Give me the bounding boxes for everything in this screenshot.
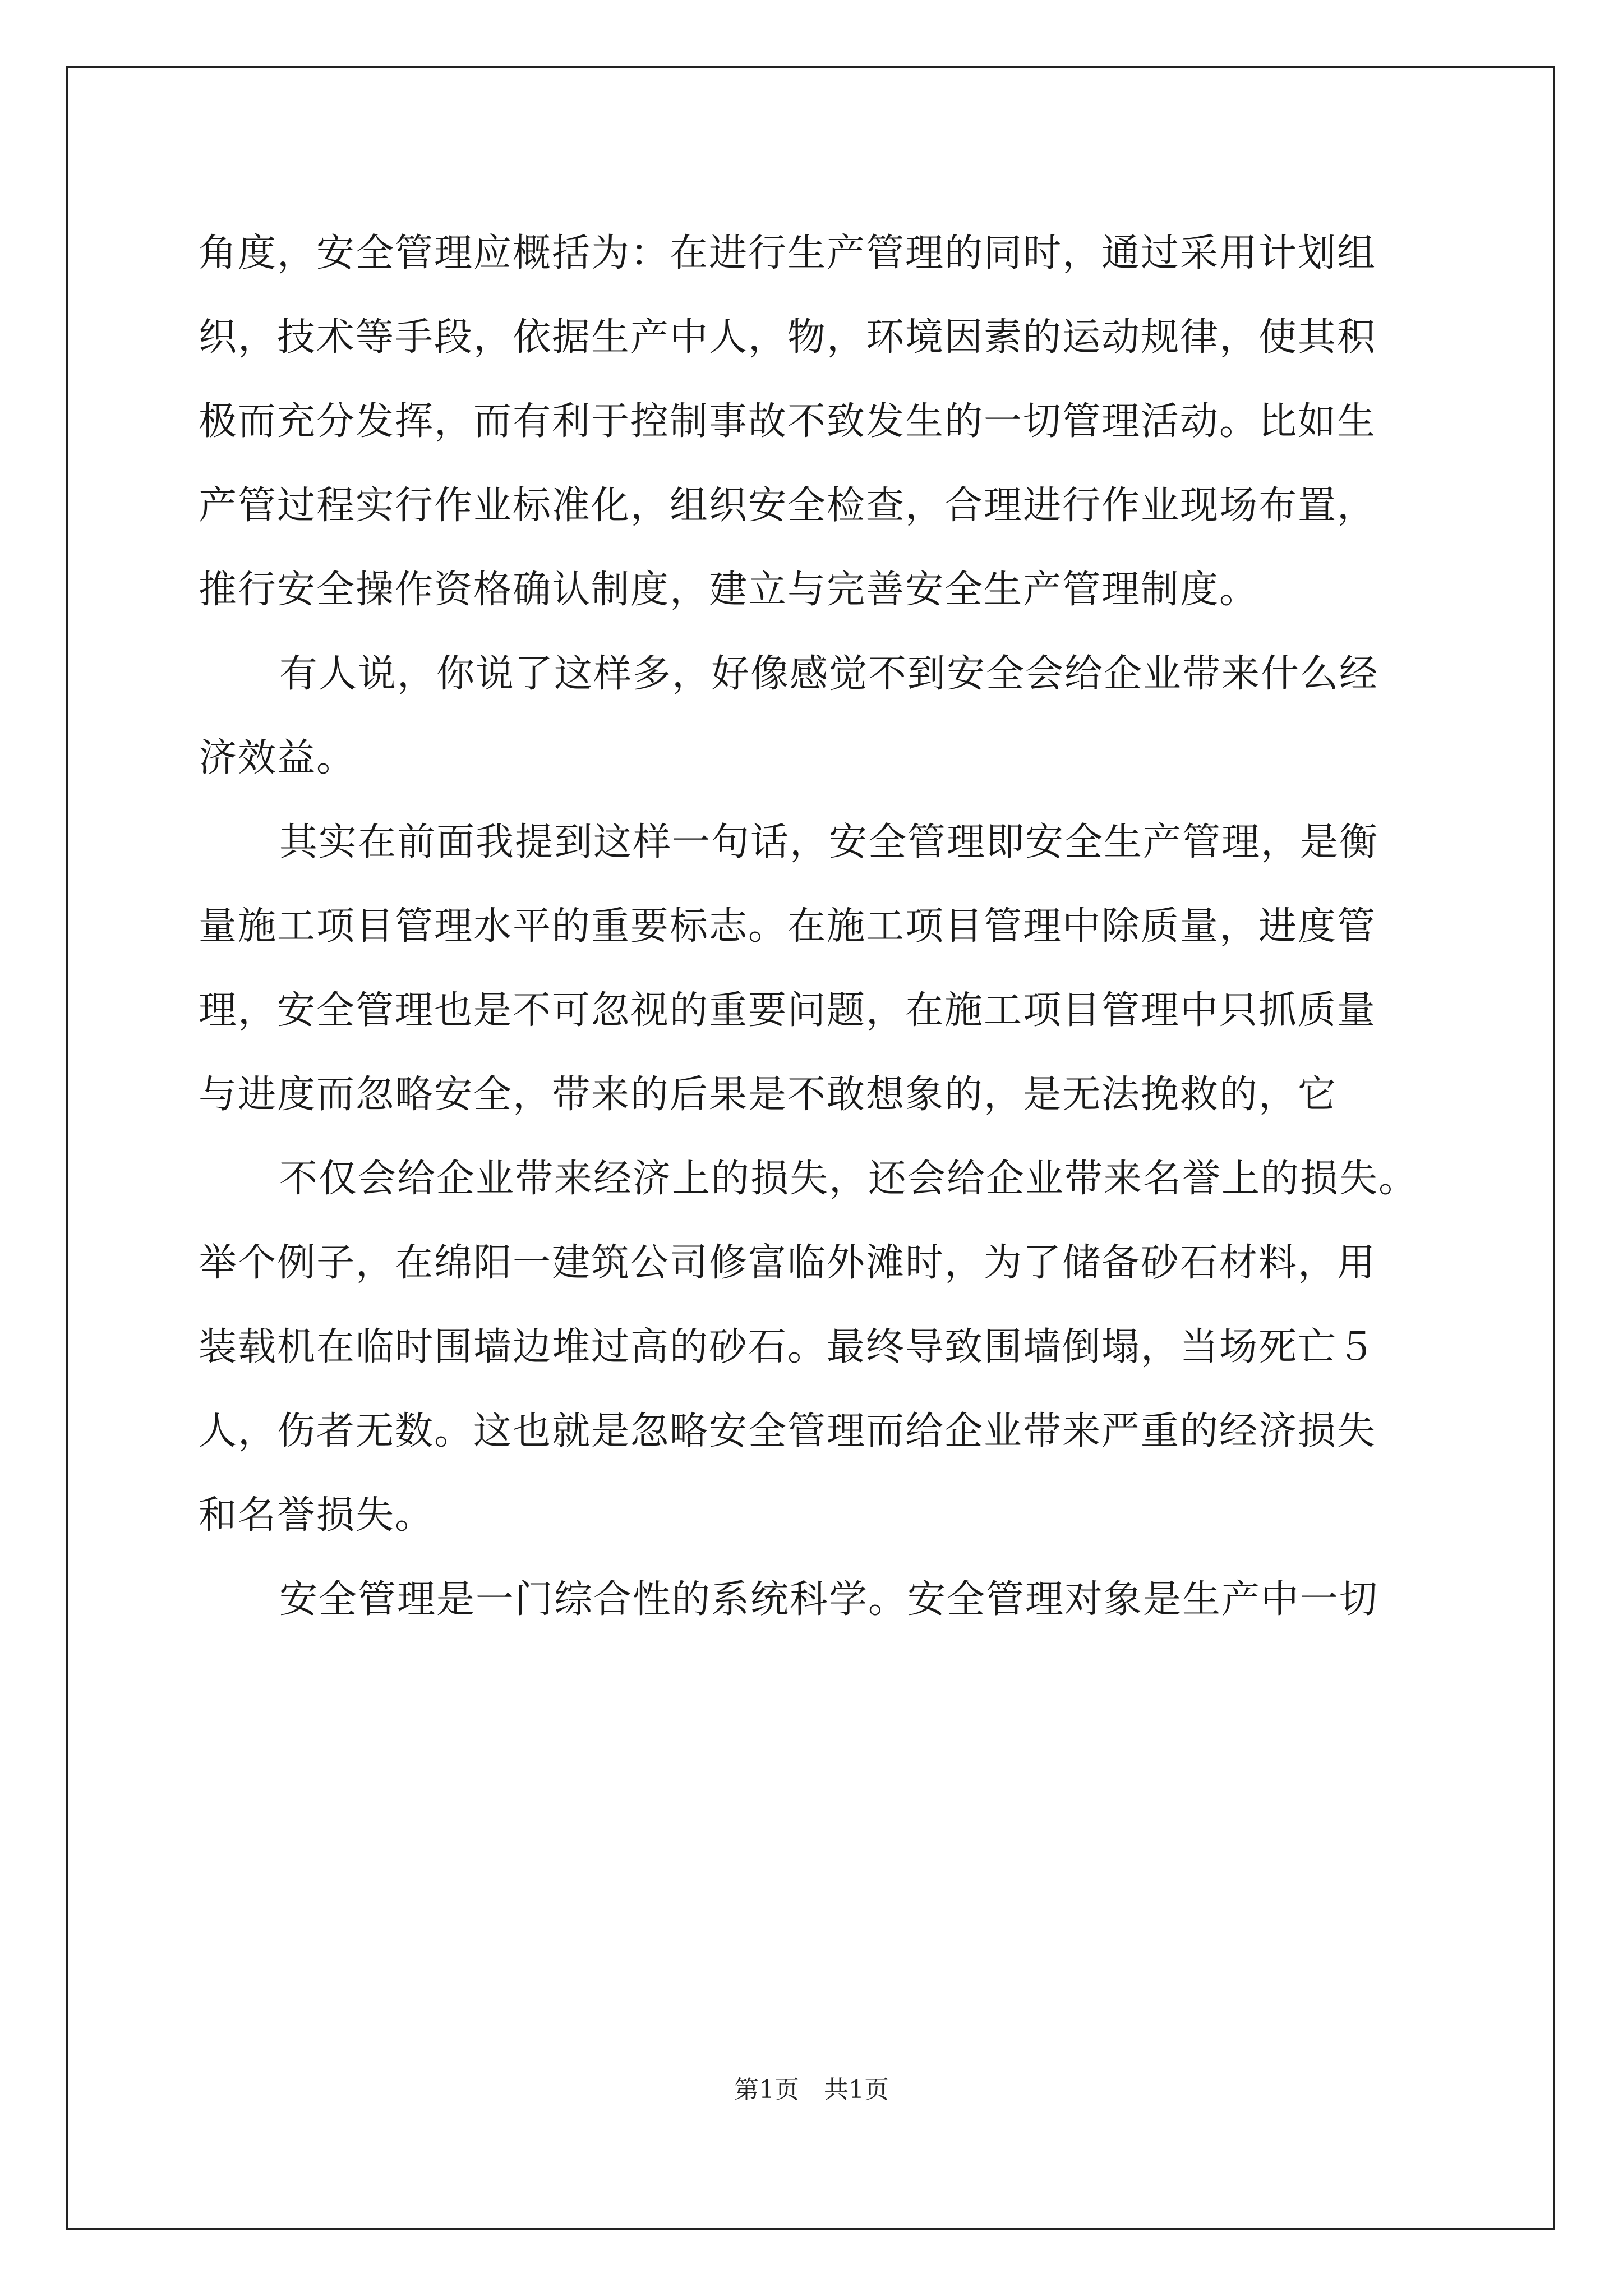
paragraph-first-line: 有人说，你说了这样多，好像感觉不到安全会给企业带来什么经 [279, 652, 1379, 696]
text-line: 理，安全管理也是不可忽视的重要问题，在施工项目管理中只抓质量 [199, 988, 1377, 1033]
page-number: 第1页 共1页 [734, 2076, 889, 2104]
text-line: 织，技术等手段，依据生产中人，物，环境因素的运动规律，使其积 [199, 315, 1377, 360]
text-line: 和名誉损失。 [199, 1493, 435, 1538]
text-line: 济效益。 [199, 736, 356, 780]
text-line: 角度，安全管理应概括为：在进行生产管理的同时，通过采用计划组 [199, 231, 1377, 275]
page-border [66, 66, 1555, 2230]
text-line: 装载机在临时围墙边堆过高的砂石。最终导致围墙倒塌，当场死亡５ [199, 1325, 1377, 1369]
paragraph-first-line: 安全管理是一门综合性的系统科学。安全管理对象是生产中一切 [279, 1577, 1379, 1622]
text-line: 量施工项目管理水平的重要标志。在施工项目管理中除质量，进度管 [199, 904, 1377, 949]
paragraph-first-line: 其实在前面我提到这样一句话，安全管理即安全生产管理，是衡 [279, 820, 1379, 864]
text-line: 举个例子，在绵阳一建筑公司修富临外滩时，为了储备砂石材料，用 [199, 1241, 1377, 1285]
text-line: 推行安全操作资格确认制度，建立与完善安全生产管理制度。 [199, 568, 1259, 612]
paragraph-first-line: 不仅会给企业带来经济上的损失，还会给企业带来名誉上的损失。 [279, 1157, 1418, 1201]
text-line: 极而充分发挥，而有利于控制事故不致发生的一切管理活动。比如生 [199, 399, 1377, 444]
text-line: 人，伤者无数。这也就是忽略安全管理而给企业带来严重的经济损失 [199, 1409, 1377, 1453]
text-line: 与进度而忽略安全，带来的后果是不敢想象的，是无法挽救的，它 [199, 1073, 1338, 1117]
text-line: 产管过程实行作业标准化，组织安全检查，合理进行作业现场布置， [199, 484, 1377, 528]
